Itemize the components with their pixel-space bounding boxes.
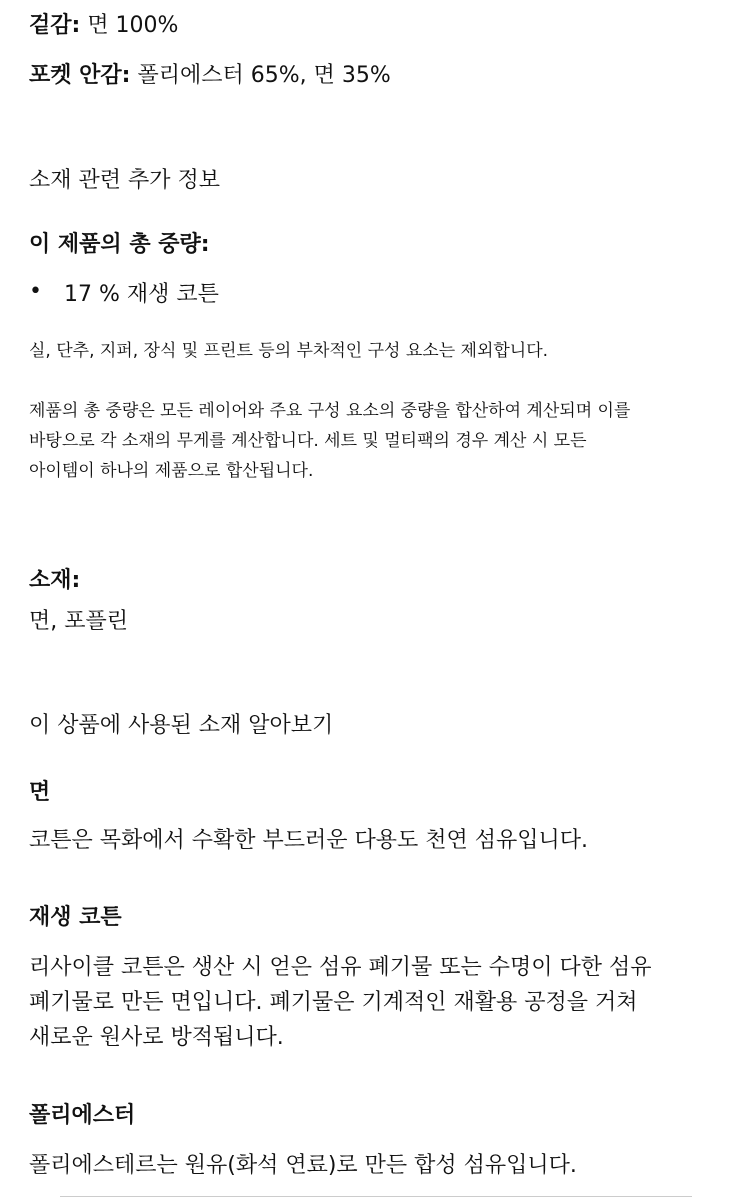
material-desc-recycled-cotton-line: 리사이클 코튼은 생산 시 얻은 섬유 폐기물 또는 수명이 다한 섬유: [29, 955, 652, 980]
calc-note-line: 아이템이 하나의 제품으로 합산됩니다.: [29, 461, 314, 481]
material-name-recycled-cotton: 재생 코튼: [29, 905, 122, 930]
outer-fabric-label: 겉감:: [29, 13, 81, 38]
material-desc-recycled-cotton-line: 새로운 원사로 방적됩니다.: [29, 1025, 284, 1050]
weight-heading: 이 제품의 총 중량:: [29, 232, 210, 257]
pocket-lining-row: [29, 58, 391, 89]
exclusion-note: 실, 단추, 지퍼, 장식 및 프린트 등의 부차적인 구성 요소는 제외합니다.: [29, 341, 549, 361]
outer-fabric-row: [29, 8, 178, 39]
materials-heading: 소재:: [29, 568, 81, 593]
calc-note: [29, 396, 729, 486]
materials-value: 면, 포플린: [29, 609, 128, 634]
outer-fabric-value: 면 100%: [87, 13, 179, 38]
material-name-polyester: 폴리에스터: [29, 1103, 136, 1128]
weight-item: 17 % 재생 코튼: [64, 282, 219, 307]
learn-materials-title: 이 상품에 사용된 소재 알아보기: [29, 713, 334, 738]
material-name-cotton: 면: [29, 780, 51, 805]
material-desc-recycled-cotton-line: 폐기물로 만든 면입니다. 폐기물은 기계적인 재활용 공정을 거쳐: [29, 990, 638, 1015]
pocket-lining-value: 폴리에스터 65%, 면 35%: [137, 63, 391, 88]
pocket-lining-label: 포켓 안감:: [29, 63, 131, 88]
additional-info-title: 소재 관련 추가 정보: [29, 168, 220, 193]
material-desc-polyester: 폴리에스테르는 원유(화석 연료)로 만든 합성 섬유입니다.: [29, 1153, 577, 1178]
material-desc-cotton: 코튼은 목화에서 수확한 부드러운 다용도 천연 섬유입니다.: [29, 828, 589, 853]
calc-note-line: 바탕으로 각 소재의 무게를 계산합니다. 세트 및 멀티팩의 경우 계산 시 모든: [29, 431, 587, 451]
section-divider: [60, 1196, 692, 1197]
bullet-dot: •: [29, 279, 42, 304]
calc-note-line: 제품의 총 중량은 모든 레이어와 주요 구성 요소의 중량을 합산하여 계산되며 이를: [29, 401, 631, 421]
